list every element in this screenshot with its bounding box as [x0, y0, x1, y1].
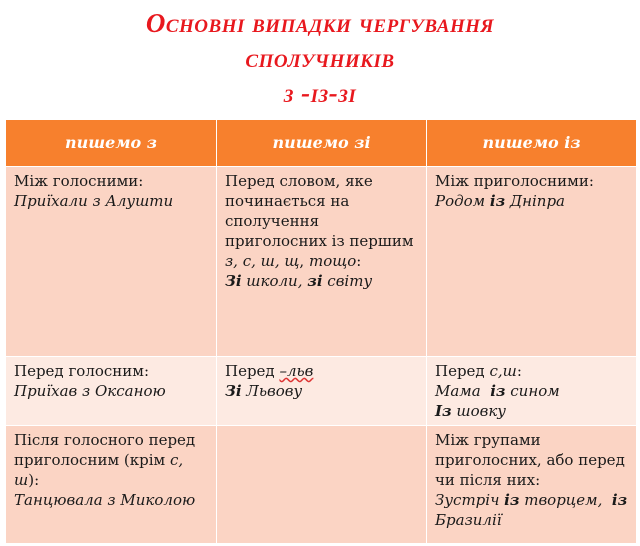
- header-z: пишемо з: [6, 120, 217, 167]
- title-line-2: сполучників: [245, 43, 395, 73]
- header-row: [6, 120, 637, 167]
- table-row: [6, 357, 637, 426]
- table-row: [6, 426, 637, 544]
- title-line-1: Основні випадки чергування: [145, 8, 495, 38]
- table-row: [6, 167, 637, 357]
- cell-r1-c2: Перед словом, яке починається на сполучення приголосних із першим з, с, ш, щ, тощо: Зі школи, зі світу: [217, 167, 427, 357]
- rules-table: [5, 119, 637, 544]
- cell-r2-c3: Перед с,ш: Мама із сином Із шовку: [427, 357, 637, 426]
- title-line-3: з -із-зі: [283, 78, 357, 108]
- page-title: [0, 6, 640, 111]
- cell-r2-c2: Перед –льв Зі Львову: [217, 357, 427, 426]
- cell-r3-c3: Між групами приголосних, або перед чи після них: Зустріч із творцем, із Бразилії: [427, 426, 637, 544]
- cell-r2-c1: Перед голосним: Приїхав з Оксаною: [6, 357, 217, 426]
- cell-r3-c2: [217, 426, 427, 544]
- cell-r1-c3: Між приголосними: Родом із Дніпра: [427, 167, 637, 357]
- header-iz: пишемо із: [427, 120, 637, 167]
- cell-r3-c1: Після голосного перед приголосним (крім с, ш): Танцювала з Миколою: [6, 426, 217, 544]
- cell-r1-c1: Між голосними: Приїхали з Алушти: [6, 167, 217, 357]
- header-zi: пишемо зі: [217, 120, 427, 167]
